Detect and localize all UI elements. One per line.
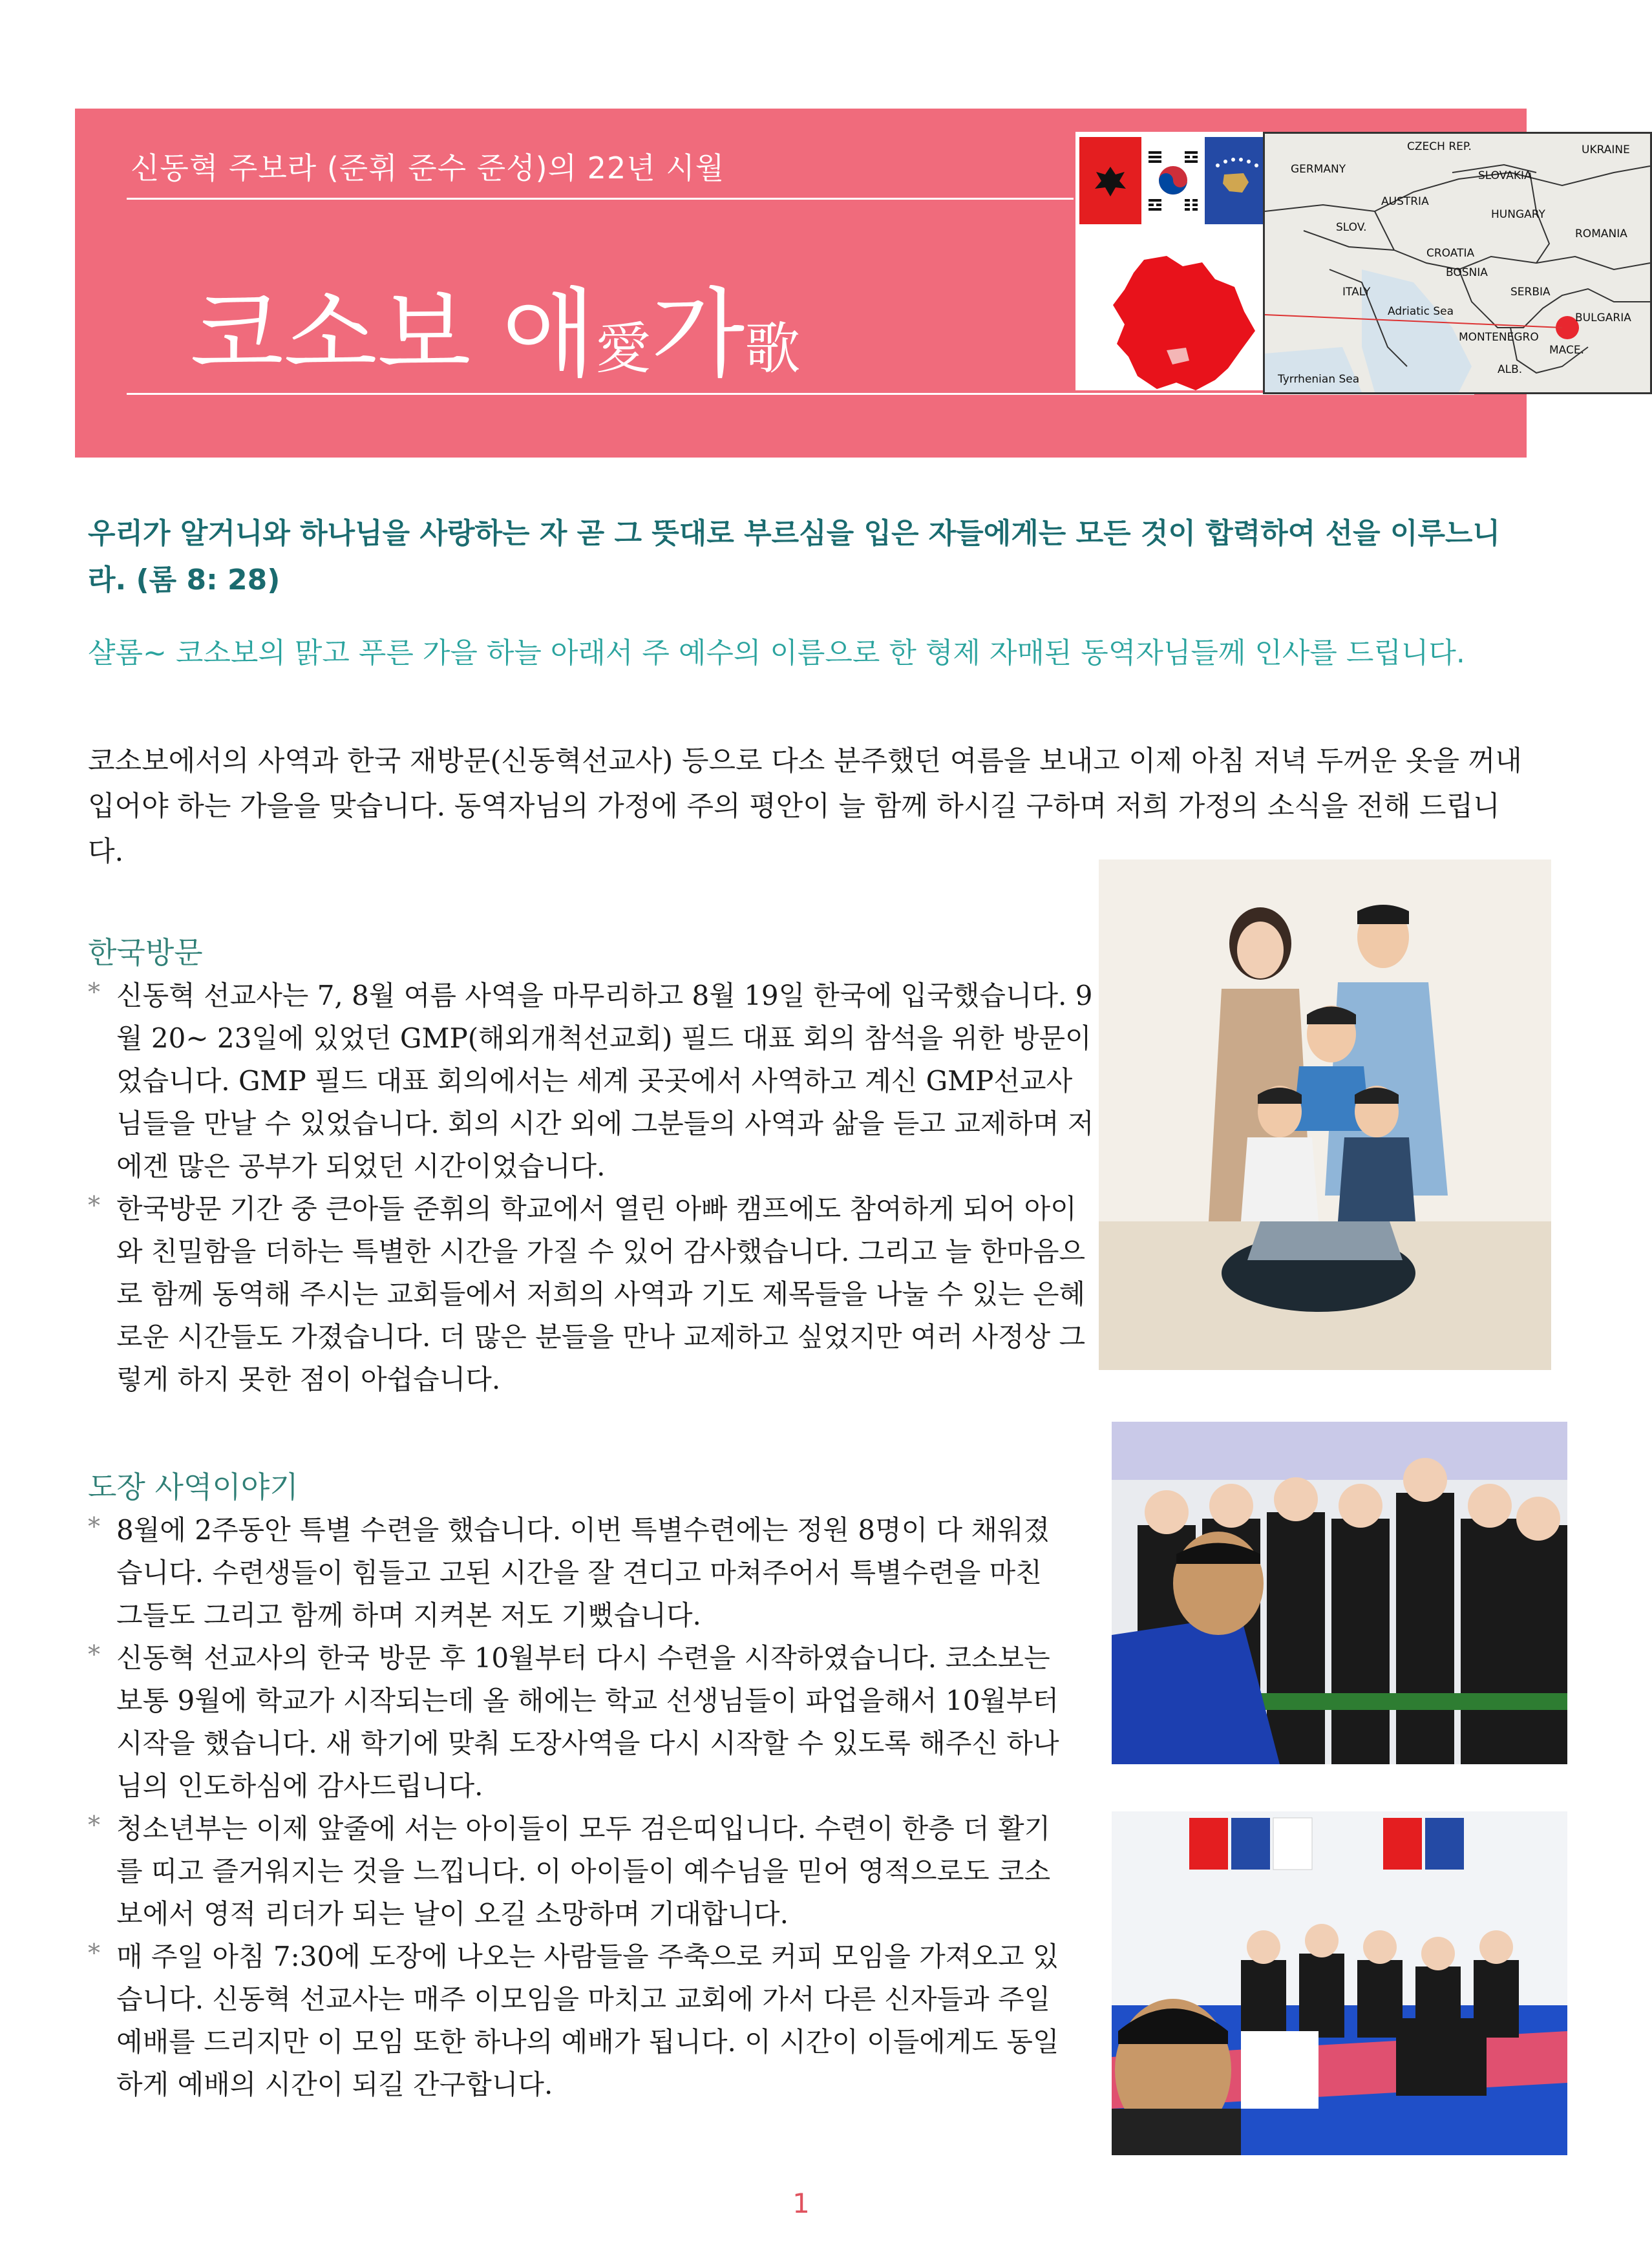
list-item: * 매 주일 아침 7:30에 도장에 나오는 사람들을 주축으로 커피 모임을 가져오고 있습니다. 신동혁 선교사는 매주 이모임을 마치고 교회에 가서 다른 신자들과 주일예배를 드리지만 이 모임 또한 하나의 예배가 됩니다. 이 시간이 이들에게도 동일하게 예배의 시간이 되길 간구합니다. <box>88 1935 1074 2106</box>
korea-visit-list <box>88 975 1096 1401</box>
page-number: 1 <box>792 2188 810 2219</box>
map-label: Tyrrhenian Sea <box>1278 373 1360 386</box>
kosovo-map-shape-icon <box>1105 253 1260 395</box>
map-label: SLOV. <box>1336 221 1367 234</box>
newsletter-title <box>190 256 800 395</box>
map-label: MONTENEGRO <box>1459 331 1539 344</box>
map-label: GERMANY <box>1291 163 1346 176</box>
list-item: * 청소년부는 이제 앞줄에 서는 아이들이 모두 검은띠입니다. 수련이 한층 더 활기를 띠고 즐거워지는 것을 느낍니다. 이 아이들이 예수님을 믿어 영적으로도 코소보에서 영적 리더가 되는 날이 오길 소망하며 기대합니다. <box>88 1808 1074 1935</box>
map-label: CROATIA <box>1426 247 1475 260</box>
map-label: ALB. <box>1498 363 1523 376</box>
map-label: AUSTRIA <box>1381 195 1429 208</box>
family-photo <box>1099 859 1551 1370</box>
kosovo-flag-icon <box>1205 137 1267 224</box>
divider-top <box>127 198 1074 200</box>
section-title-dojang: 도장 사역이야기 <box>88 1470 299 1504</box>
greeting: 샬롬~ 코소보의 맑고 푸른 가을 하늘 아래서 주 예수의 이름으로 한 형제 자매된 동역자님들께 인사를 드립니다. <box>88 637 1465 670</box>
map-label: BULGARIA <box>1575 311 1631 324</box>
coffee-meeting-photo <box>1112 1811 1567 2155</box>
map-label: HUNGARY <box>1491 208 1545 221</box>
dojang-group-photo <box>1112 1422 1567 1764</box>
map-label: Adriatic Sea <box>1388 305 1454 318</box>
map-label: UKRAINE <box>1582 143 1630 156</box>
intro-paragraph: 코소보에서의 사역과 한국 재방문(신동혁선교사) 등으로 다소 분주했던 여름을 보내고 이제 아침 저녁 두꺼운 옷을 꺼내 입어야 하는 가을을 맞습니다. 동역자님의 가정에 주의 평안이 늘 함께 하시길 구하며 저희 가정의 소식을 전해 드립니다. <box>88 745 1522 868</box>
korea-flag-icon <box>1142 137 1204 224</box>
header-banner <box>75 109 1631 458</box>
list-item: * 한국방문 기간 중 큰아들 준휘의 학교에서 열린 아빠 캠프에도 참여하게 되어 아이와 친밀함을 더하는 특별한 시간을 가질 수 있어 감사했습니다. 그리고 늘 한마음으로 함께 동역해 주시는 교회들에서 저희의 사역과 기도 제목들을 나눌 수 있는 은혜로운 시간들도 가졌습니다. 더 많은 분들을 만나 교제하고 싶었지만 여러 사정상 그렇게 하지 못한 점이 아쉽습니다. <box>88 1188 1096 1401</box>
title-han2: 歌 <box>745 317 801 381</box>
title-part2: 가 <box>651 279 745 391</box>
map-label: CZECH REP. <box>1407 140 1472 153</box>
map-label: SERBIA <box>1510 286 1551 299</box>
title-part1: 코소보 애 <box>190 279 596 391</box>
list-item: * 8월에 2주동안 특별 수련을 했습니다. 이번 특별수련에는 정원 8명이 다 채워졌습니다. 수련생들이 힘들고 고된 시간을 잘 견디고 마쳐주어서 특별수련을 마친 그들도 그리고 함께 하며 지켜본 저도 기뻤습니다. <box>88 1509 1074 1637</box>
list-item: * 신동혁 선교사는 7, 8월 여름 사역을 마무리하고 8월 19일 한국에 입국했습니다. 9월 20~ 23일에 있었던 GMP(해외개척선교회) 필드 대표 회의 참석을 위한 방문이었습니다. GMP 필드 대표 회의에서는 세계 곳곳에서 사역하고 계신 GMP선교사님들을 만날 수 있었습니다. 회의 시간 외에 그분들의 사역과 삶을 듣고 교제하며 저에겐 많은 공부가 되었던 시간이었습니다. <box>88 975 1096 1188</box>
map-label: MACE. <box>1549 344 1585 357</box>
balkans-map <box>1263 132 1652 394</box>
map-label: ROMANIA <box>1575 227 1627 240</box>
bible-verse: 우리가 알거니와 하나님을 사랑하는 자 곧 그 뜻대로 부르심을 입은 자들에게는 모든 것이 합력하여 선을 이루느니라. (롬 8: 28) <box>88 517 1500 596</box>
newsletter-subtitle: 신동혁 주보라 (준휘 준수 준성)의 22년 시월 <box>131 151 725 185</box>
title-han1: 愛 <box>595 317 651 381</box>
albania-flag-icon <box>1079 137 1141 224</box>
dojang-list <box>88 1509 1074 2106</box>
flags-and-kosovo-shape <box>1075 132 1269 390</box>
list-item: * 신동혁 선교사의 한국 방문 후 10월부터 다시 수련을 시작하였습니다. 코소보는 보통 9월에 학교가 시작되는데 올 해에는 학교 선생님들이 파업을해서 10월부터 시작을 했습니다. 새 학기에 맞춰 도장사역을 다시 시작할 수 있도록 해주신 하나님의 인도하심에 감사드립니다. <box>88 1637 1074 1808</box>
map-label: BOSNIA <box>1446 266 1488 279</box>
section-title-korea-visit: 한국방문 <box>88 935 203 970</box>
map-label: ITALY <box>1342 286 1371 299</box>
map-label: SLOVAKIA <box>1478 169 1532 182</box>
